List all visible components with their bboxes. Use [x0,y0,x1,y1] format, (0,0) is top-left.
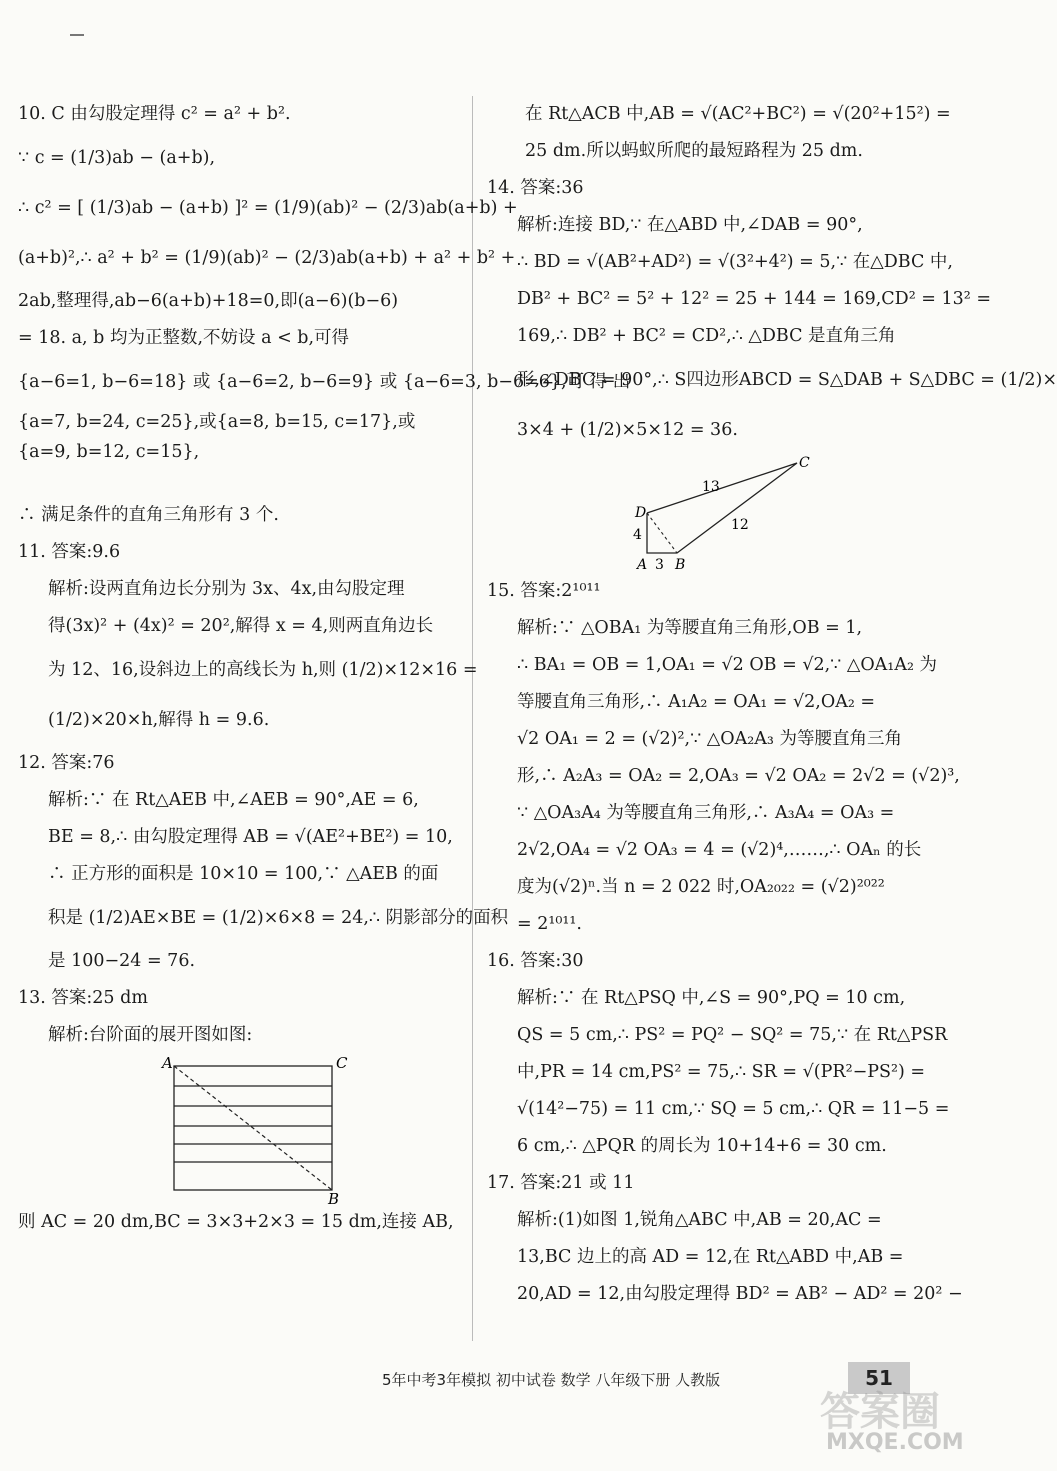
q16-line-3: 中,PR = 14 cm,PS² = 75,∴ SR = √(PR²−PS²) = [517,1062,926,1082]
q14-line-5: 形,∠DBC = 90°,∴ S四边形ABCD = S△DAB + S△DBC = (1/2)× [517,370,1057,390]
q14-len-12: 12 [731,517,749,533]
q14-label-b: B [675,557,686,573]
q16-answer: 16. 答案:30 [487,951,584,971]
q10-line-3: ∴ c² = [ (1/3)ab − (a+b) ]² = (1/9)(ab)² − (2/3)ab(a+b) + [18,198,518,218]
right-column [487,96,1057,1313]
q10-line-2: ∵ c = (1/3)ab − (a+b), [18,148,216,168]
q14-answer: 14. 答案:36 [487,178,584,198]
q15-line-6: ∵ △OA₃A₄ 为等腰直角三角形,∴ A₃A₄ = OA₃ = [517,803,895,823]
q15-line-9: = 2¹⁰¹¹. [517,914,582,934]
q15-line-1: 解析:∵ △OBA₁ 为等腰直角三角形,OB = 1, [517,618,863,638]
q11-line-1: 解析:设两直角边长分别为 3x、4x,由勾股定理 [48,579,405,599]
q10-line-4: (a+b)²,∴ a² + b² = (1/9)(ab)² − (2/3)ab(a+b) + a² + b² + [18,248,516,268]
q12-line-4: 积是 (1/2)AE×BE = (1/2)×6×8 = 24,∴ 阴影部分的面积 [48,908,509,928]
q12-line-2: BE = 8,∴ 由勾股定理得 AB = √(AE²+BE²) = 10, [48,827,453,847]
q16-line-2: QS = 5 cm,∴ PS² = PQ² − SQ² = 75,∵ 在 Rt△PSR [517,1025,948,1045]
watermark-url: MXQE.COM [826,1430,964,1455]
q12-answer: 12. 答案:76 [18,753,115,773]
q15-line-5: 形,∴ A₂A₃ = OA₂ = 2,OA₃ = √2 OA₂ = 2√2 = (√2)³, [517,766,960,786]
q15-line-3: 等腰直角三角形,∴ A₁A₂ = OA₁ = √2,OA₂ = [517,692,876,712]
q16-line-4: √(14²−75) = 11 cm,∵ SQ = 5 cm,∴ QR = 11−5 = [517,1099,950,1119]
page-number: 51 [848,1362,910,1394]
q15-line-4: √2 OA₁ = 2 = (√2)²,∵ △OA₂A₃ 为等腰直角三角 [517,729,902,749]
q11-line-4: (1/2)×20×h,解得 h = 9.6. [48,710,270,730]
q14-label-a: A [637,557,648,573]
footer-book-title: 5年中考3年模拟 初中试卷 数学 八年级下册 人教版 [382,1371,721,1389]
q12-line-5: 是 100−24 = 76. [48,951,196,971]
q14-line-2: ∴ BD = √(AB²+AD²) = √(3²+4²) = 5,∵ 在△DBC 中, [517,252,953,272]
q13-label-a: A [162,1054,173,1072]
q15-line-2: ∴ BA₁ = OB = 1,OA₁ = √2 OB = √2,∵ △OA₁A₂ 为 [517,655,938,675]
q10-line-8: {a=7, b=24, c=25},或{a=8, b=15, c=17},或{a=9, b=12, c=15}, [18,412,416,462]
q12-line-1: 解析:∵ 在 Rt△AEB 中,∠AEB = 90°,AE = 6, [48,790,419,810]
q11-answer: 11. 答案:9.6 [18,542,121,562]
q12-line-3: ∴ 正方形的面积是 10×10 = 100,∵ △AEB 的面 [48,864,439,884]
q15-line-7: 2√2,OA₄ = √2 OA₃ = 4 = (√2)⁴,……,∴ OAₙ 的长 [517,840,922,860]
q11-line-3: 为 12、16,设斜边上的高线长为 h,则 (1/2)×12×16 = [48,660,478,680]
q13-stair-figure [18,1054,466,1208]
q17-line-1: 解析:(1)如图 1,锐角△ABC 中,AB = 20,AC = [517,1210,882,1230]
q15-answer: 15. 答案:2¹⁰¹¹ [487,581,601,601]
q10-line-1: 10. C 由勾股定理得 c² = a² + b². [18,104,291,124]
q10-line-5: 2ab,整理得,ab−6(a+b)+18=0,即(a−6)(b−6) [18,291,399,311]
q10-line-7: {a−6=1, b−6=18} 或 {a−6=2, b−6=9} 或 {a−6=3, b−6=6},可 得 出 [18,372,631,392]
q13-line-4: 25 dm.所以蚂蚁所爬的最短路程为 25 dm. [525,141,863,161]
q11-line-2: 得(3x)² + (4x)² = 20²,解得 x = 4,则两直角边长 [48,616,434,636]
q10-line-9: ∴ 满足条件的直角三角形有 3 个. [18,505,279,525]
q14-label-d: D [635,505,647,521]
q14-label-c: C [799,455,810,471]
q13-answer: 13. 答案:25 dm [18,988,148,1008]
q13-line-3: 在 Rt△ACB 中,AB = √(AC²+BC²) = √(20²+15²) = [525,104,951,124]
watermark-logo: 答案圈 [820,1389,940,1435]
q14-len-3: 3 [655,557,664,573]
q13-line-1: 解析:台阶面的展开图如图: [48,1025,253,1045]
q17-line-3: 20,AD = 12,由勾股定理得 BD² = AB² − AD² = 20² − [517,1284,963,1304]
q16-line-5: 6 cm,∴ △PQR 的周长为 10+14+6 = 30 cm. [517,1136,887,1156]
q14-line-6: 3×4 + (1/2)×5×12 = 36. [517,420,738,440]
corner-mark [70,34,84,36]
column-divider [472,96,473,1341]
q13-label-c: C [336,1054,348,1072]
q13-label-b: B [328,1190,340,1208]
q14-line-3: DB² + BC² = 5² + 12² = 25 + 144 = 169,CD² = 13² = [517,289,992,309]
q16-line-1: 解析:∵ 在 Rt△PSQ 中,∠S = 90°,PQ = 10 cm, [517,988,906,1008]
q10-line-6: = 18. a, b 均为正整数,不妨设 a < b,可得 [18,328,350,348]
q14-line-1: 解析:连接 BD,∵ 在△ABD 中,∠DAB = 90°, [517,215,863,235]
q14-len-13: 13 [702,479,720,495]
q14-len-4: 4 [633,527,642,543]
q14-line-4: 169,∴ DB² + BC² = CD²,∴ △DBC 是直角三角 [517,326,896,346]
q13-line-2: 则 AC = 20 dm,BC = 3×3+2×3 = 15 dm,连接 AB, [18,1212,454,1232]
q17-line-2: 13,BC 边上的高 AD = 12,在 Rt△ABD 中,AB = [517,1247,904,1267]
q14-quadrilateral-figure [487,455,932,573]
q15-line-8: 度为(√2)ⁿ.当 n = 2 022 时,OA₂₀₂₂ = (√2)²⁰²² [517,877,885,897]
q17-answer: 17. 答案:21 或 11 [487,1173,635,1193]
